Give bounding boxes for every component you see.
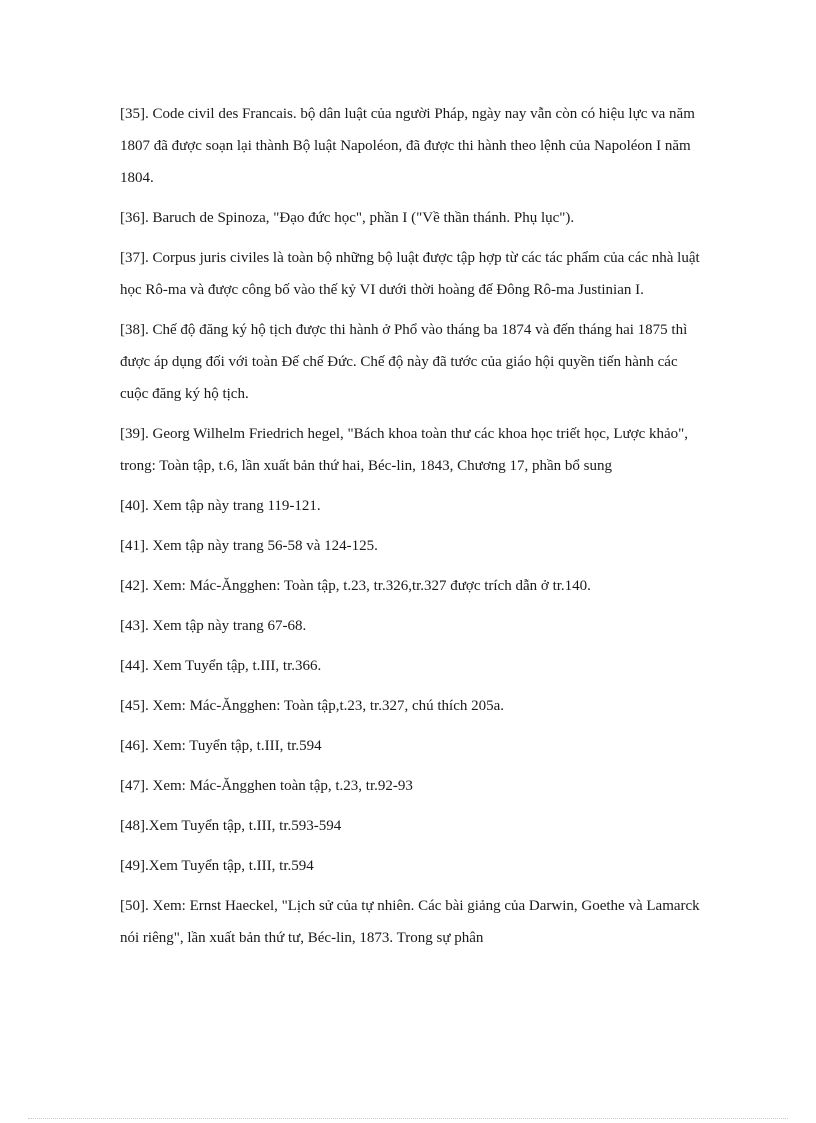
endnote-48: [48].Xem Tuyển tập, t.III, tr.593-594 bbox=[120, 818, 342, 834]
endnote-35: [35]. Code civil des Francais. bộ dân luật của người Pháp, ngày nay vẫn còn có hiệu lực va năm 1807 đã được soạn lại thành Bộ luật Napoléon, đã được thi hành theo lệnh của Napoléon I năm 1804. bbox=[120, 106, 695, 186]
endnote-39: [39]. Georg Wilhelm Friedrich hegel, "Bách khoa toàn thư các khoa học triết học, Lược khảo", trong: Toàn tập, t.6, lần xuất bản thứ hai, Béc-lin, 1843, Chương 17, phần bổ sung bbox=[120, 426, 689, 474]
endnote-50: [50]. Xem: Ernst Haeckel, "Lịch sử của tự nhiên. Các bài giảng của Darwin, Goethe và Lamarck nói riêng", lần xuất bản thứ tư, Béc-lin, 1873. Trong sự phân bbox=[120, 898, 700, 946]
endnote-47: [47]. Xem: Mác-Ăngghen toàn tập, t.23, tr.92-93 bbox=[120, 778, 413, 794]
endnote-43: [43]. Xem tập này trang 67-68. bbox=[120, 618, 307, 634]
endnote-42: [42]. Xem: Mác-Ăngghen: Toàn tập, t.23, tr.326,tr.327 được trích dẫn ở tr.140. bbox=[120, 578, 591, 594]
endnote-46: [46]. Xem: Tuyển tập, t.III, tr.594 bbox=[120, 738, 322, 754]
page-bottom-divider bbox=[28, 1118, 788, 1119]
endnote-49: [49].Xem Tuyển tập, t.III, tr.594 bbox=[120, 858, 314, 874]
endnotes-list bbox=[120, 98, 700, 962]
endnote-37: [37]. Corpus juris civiles là toàn bộ những bộ luật được tập hợp từ các tác phẩm của các nhà luật học Rô-ma và được công bố vào thế kỷ VI dưới thời hoàng đế Đông Rô-ma Justinian I. bbox=[120, 250, 700, 298]
endnote-41: [41]. Xem tập này trang 56-58 và 124-125. bbox=[120, 538, 378, 554]
endnote-44: [44]. Xem Tuyển tập, t.III, tr.366. bbox=[120, 658, 322, 674]
endnote-36: [36]. Baruch de Spinoza, "Đạo đức học", phần I ("Về thần thánh. Phụ lục"). bbox=[120, 210, 575, 226]
endnote-38: [38]. Chế độ đăng ký hộ tịch được thi hành ở Phổ vào tháng ba 1874 và đến tháng hai 1875 thì được áp dụng đối với toàn Đế chế Đức. Chế độ này đã tước của giáo hội quyền tiến hành các cuộc đăng ký hộ tịch. bbox=[120, 322, 688, 402]
endnote-40: [40]. Xem tập này trang 119-121. bbox=[120, 498, 321, 514]
endnote-45: [45]. Xem: Mác-Ăngghen: Toàn tập,t.23, tr.327, chú thích 205a. bbox=[120, 698, 505, 714]
